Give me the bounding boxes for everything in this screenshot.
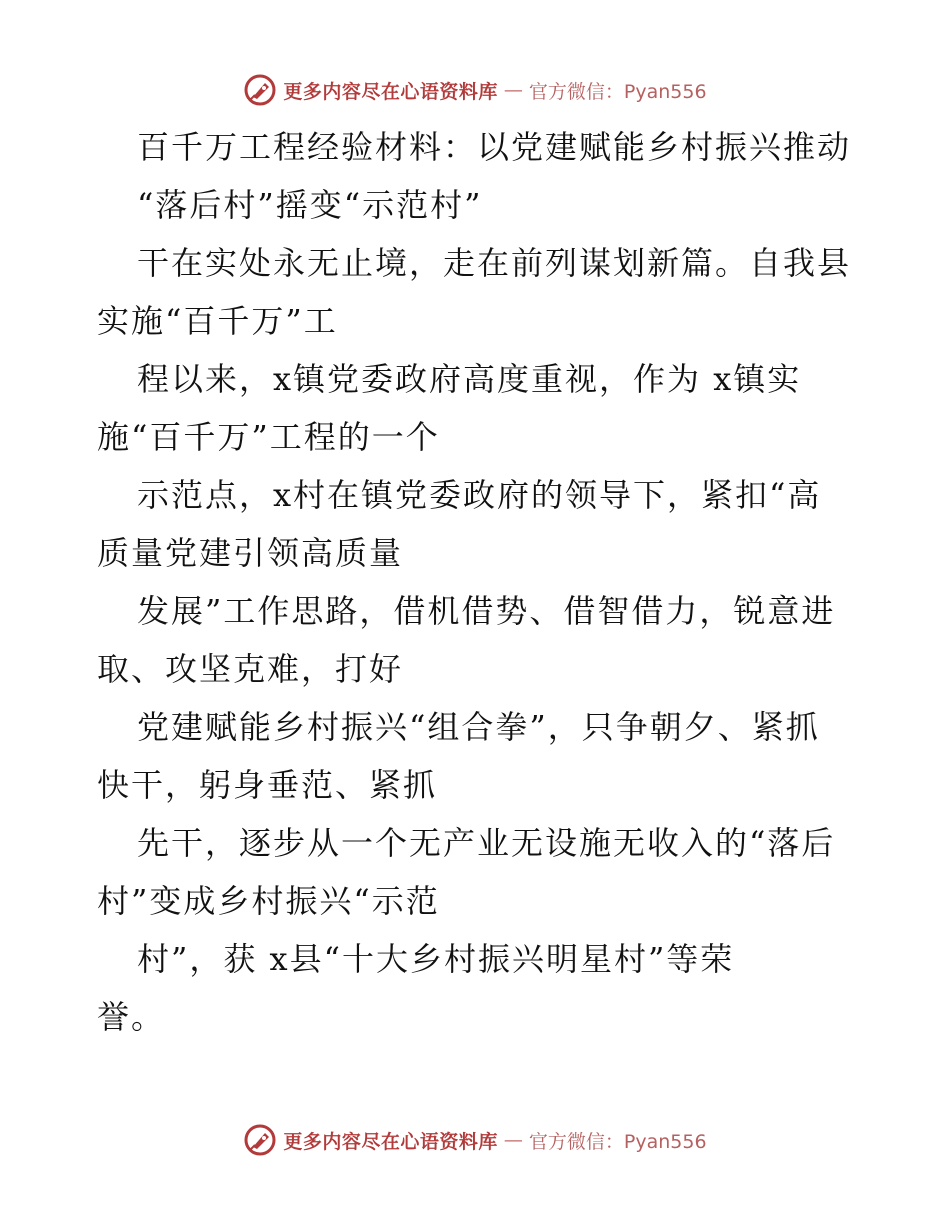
paragraph-line: 誉。 [97,998,166,1036]
paragraph-line: 质量党建引领高质量 [97,534,404,572]
watermark-wechat-text: 官方微信：Pyan556 [528,1130,707,1153]
watermark-group [243,1123,706,1157]
watermark-wechat-text: 官方微信：Pyan556 [528,80,707,103]
header-watermark [0,70,950,110]
watermark-main-text: 更多内容尽在心语资料库 [283,1130,498,1153]
paragraph-line: 取、攻坚克难，打好 [97,650,404,688]
doc-title-line-1: 百千万工程经验材料：以党建赋能乡村振兴推动 [137,128,852,166]
watermark-group [243,73,706,107]
watermark-main-text: 更多内容尽在心语资料库 [283,80,498,103]
paragraph-line: 施“百千万”工程的一个 [97,418,440,456]
paragraph-line: 程以来，x镇党委政府高度重视，作为 x镇实 [137,360,802,398]
document-body [97,118,857,1046]
watermark-separator: — [503,79,523,101]
paragraph-line: 示范点，x村在镇党委政府的领导下，紧扣“高 [137,476,822,514]
paragraph-line: 党建赋能乡村振兴“组合拳”，只争朝夕、紧抓 [137,708,820,746]
paragraph-line: 干在实处永无止境，走在前列谋划新篇。自我县 [137,244,852,282]
paragraph-line: 发展”工作思路，借机借势、借智借力，锐意进 [137,592,836,630]
pen-nib-logo-icon [243,73,277,107]
paragraph-line: 快干，躬身垂范、紧抓 [97,766,438,804]
paragraph-line: 先干，逐步从一个无产业无设施无收入的“落后 [137,824,836,862]
doc-title-line-2: “落后村”摇变“示范村” [137,186,483,224]
footer-watermark [0,1120,950,1160]
paragraph-line: 村”变成乡村振兴“示范 [97,882,440,920]
paragraph-line: 实施“百千万”工 [97,302,338,340]
paragraph-line: 村”，获 x县“十大乡村振兴明星村”等荣 [137,940,735,978]
pen-nib-logo-icon [243,1123,277,1157]
watermark-separator: — [503,1129,523,1151]
